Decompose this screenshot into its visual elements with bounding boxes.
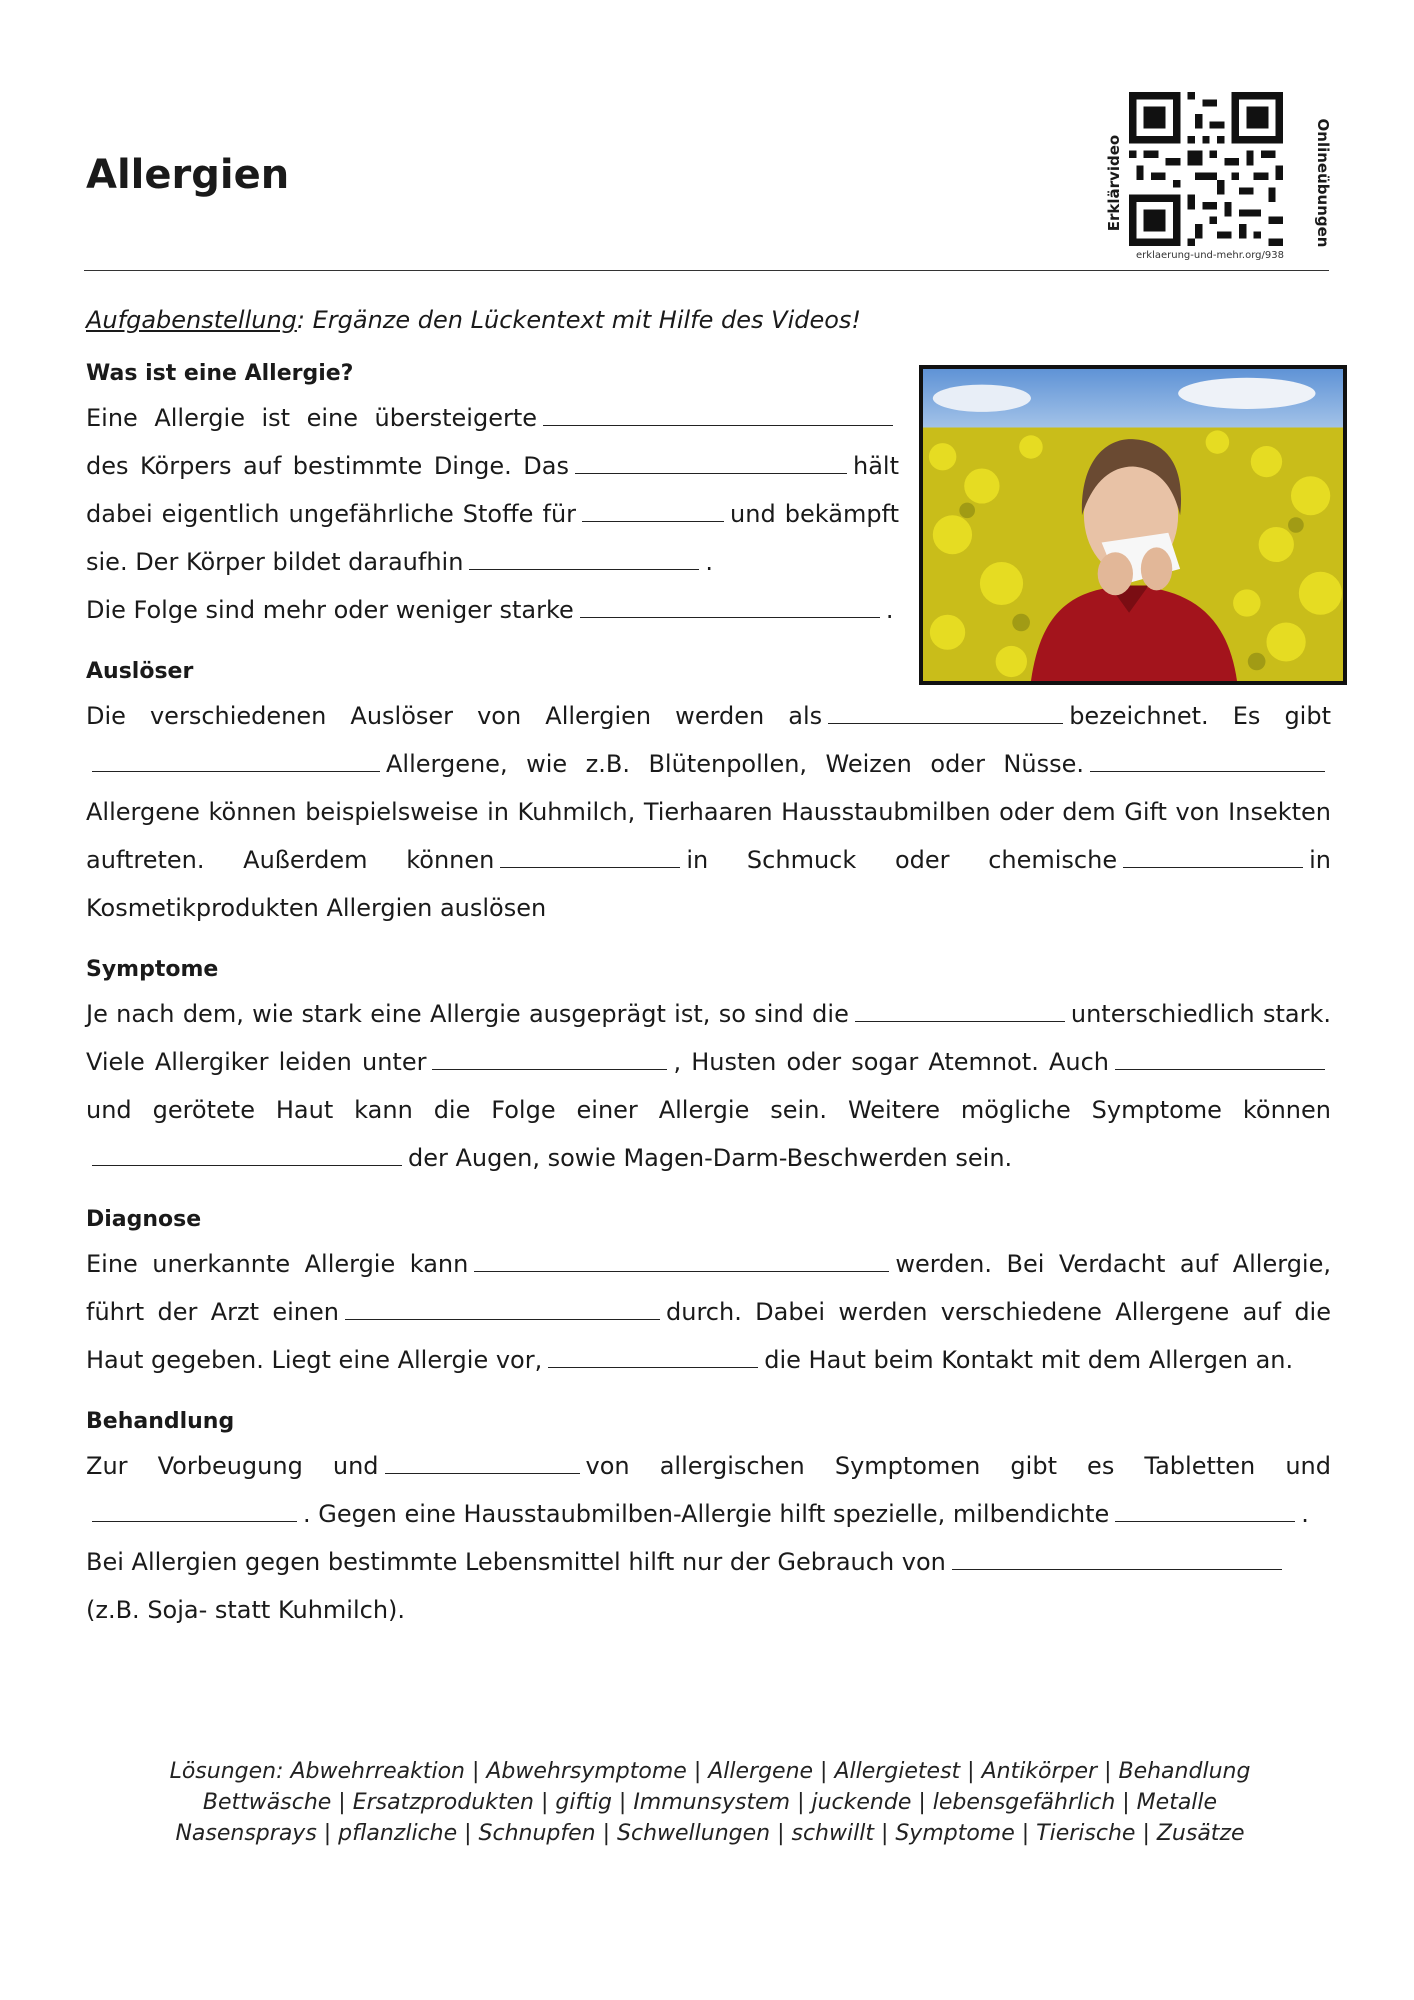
- qr-right-label: Onlineübungen: [1314, 118, 1332, 248]
- blank-field[interactable]: [548, 1345, 758, 1368]
- solutions-line: Nasensprays | pflanzliche | Schnupfen | Schwellungen | schwillt | Symptome | Tierische | Zusätze: [175, 1821, 1245, 1846]
- blank-field[interactable]: [855, 999, 1065, 1022]
- solutions-box: [110, 1756, 1310, 1849]
- blank-field[interactable]: [828, 701, 1063, 724]
- text-segment: Allergene, wie z.B. Blütenpollen, Weizen oder Nüsse.: [386, 750, 1084, 778]
- worksheet-body: [86, 300, 1331, 1652]
- text-segment: die Haut beim Kontakt mit dem Allergen an.: [764, 1346, 1294, 1374]
- blank-field[interactable]: [474, 1249, 889, 1272]
- section-text: [86, 394, 899, 634]
- section-text: [86, 990, 1331, 1182]
- section-heading: Behandlung: [86, 1409, 235, 1434]
- section-heading: Auslöser: [86, 659, 194, 684]
- blank-field[interactable]: [345, 1297, 660, 1320]
- text-segment: Allergene können beispielsweise in Kuhmilch, Tierhaaren Hausstaubmilben oder dem Gift von Insekten auftreten. Außerdem können: [86, 798, 1331, 874]
- blank-field[interactable]: [500, 845, 680, 868]
- qr-url[interactable]: erklaerung-und-mehr.org/938: [1136, 250, 1284, 261]
- blank-field[interactable]: [92, 1499, 297, 1522]
- blank-field[interactable]: [1090, 749, 1325, 772]
- text-segment: (z.B. Soja- statt Kuhmilch).: [86, 1596, 406, 1624]
- text-segment: von allergischen Symptomen gibt es Tabletten und: [585, 1452, 1331, 1480]
- text-segment: Eine unerkannte Allergie kann: [86, 1250, 469, 1278]
- solutions-line: Lösungen: Abwehrreaktion | Abwehrsymptome | Allergene | Allergietest | Antikörper | Behandlung: [169, 1759, 1251, 1784]
- header-divider: [84, 270, 1329, 271]
- blank-field[interactable]: [92, 1143, 402, 1166]
- task-text: : Ergänze den Lückentext mit Hilfe des Videos!: [296, 306, 862, 334]
- text-segment: Bei Allergien gegen bestimmte Lebensmittel hilft nur der Gebrauch von: [86, 1548, 946, 1576]
- text-segment: in Schmuck oder chemische: [686, 846, 1118, 874]
- section-heading: Was ist eine Allergie?: [86, 361, 354, 386]
- text-segment: Je nach dem, wie stark eine Allergie ausgeprägt ist, so sind die: [86, 1000, 849, 1028]
- text-segment: durch. Dabei werden verschiedene Allergene auf die Haut gegeben. Liegt eine Allergie vor,: [86, 1298, 1331, 1374]
- section-allergie: [86, 354, 899, 634]
- task-label: Aufgabenstellung: [86, 306, 297, 334]
- blank-field[interactable]: [385, 1451, 580, 1474]
- text-segment: in Kosmetikprodukten Allergien auslösen: [86, 846, 1331, 922]
- blank-field[interactable]: [582, 499, 724, 522]
- blank-field[interactable]: [469, 547, 699, 570]
- text-segment: unterschiedlich stark. Viele Allergiker leiden unter: [86, 1000, 1331, 1076]
- text-segment: und gerötete Haut kann die Folge einer Allergie sein. Weitere mögliche Symptome können: [86, 1096, 1331, 1124]
- text-segment: bezeichnet. Es gibt: [1069, 702, 1331, 730]
- blank-field[interactable]: [1123, 845, 1303, 868]
- qr-block[interactable]: [1085, 92, 1330, 268]
- text-segment: . Gegen eine Hausstaubmilben-Allergie hilft spezielle, milbendichte: [303, 1500, 1110, 1528]
- blank-field[interactable]: [543, 403, 893, 426]
- blank-field[interactable]: [432, 1047, 667, 1070]
- blank-field[interactable]: [952, 1547, 1282, 1570]
- section-text: [86, 1240, 1331, 1384]
- blank-field[interactable]: [92, 749, 380, 772]
- text-segment: Eine Allergie ist eine übersteigerte: [86, 404, 537, 432]
- text-segment: hält dabei eigentlich ungefährliche Stoffe für: [86, 452, 899, 528]
- text-segment: Die verschiedenen Auslöser von Allergien werden als: [86, 702, 823, 730]
- text-segment: Zur Vorbeugung und: [86, 1452, 379, 1480]
- text-segment: .: [1301, 1500, 1309, 1528]
- blank-field[interactable]: [1115, 1047, 1325, 1070]
- qr-left-label: Erklärvideo: [1105, 134, 1123, 232]
- text-segment: .: [705, 548, 714, 576]
- text-segment: Die Folge sind mehr oder weniger starke: [86, 596, 574, 624]
- section-heading: Diagnose: [86, 1207, 202, 1232]
- blank-field[interactable]: [580, 595, 880, 618]
- text-segment: der Augen, sowie Magen-Darm-Beschwerden sein.: [408, 1144, 1013, 1172]
- section-heading: Symptome: [86, 957, 219, 982]
- text-segment: .: [885, 596, 894, 624]
- section-behandlung: [86, 1402, 1331, 1634]
- section-diagnose: [86, 1200, 1331, 1384]
- section-text: [86, 1442, 1331, 1634]
- text-segment: und bekämpft sie. Der Körper bildet daraufhin: [86, 500, 899, 576]
- section-symptome: [86, 950, 1331, 1182]
- section-text: [86, 692, 1331, 932]
- text-segment: , Husten oder sogar Atemnot. Auch: [673, 1048, 1109, 1076]
- blank-field[interactable]: [575, 451, 847, 474]
- page-title: Allergien: [86, 152, 290, 198]
- blank-field[interactable]: [1115, 1499, 1295, 1522]
- task-instruction: [86, 300, 1331, 340]
- section-ausloeser: [86, 652, 1331, 932]
- text-segment: werden. Bei Verdacht auf Allergie, führt der Arzt einen: [86, 1250, 1331, 1326]
- text-segment: des Körpers auf bestimmte Dinge. Das: [86, 452, 569, 480]
- qr-code-icon[interactable]: [1129, 92, 1283, 246]
- solutions-line: Bettwäsche | Ersatzprodukten | giftig | Immunsystem | juckende | lebensgefährlich | Metalle: [202, 1790, 1218, 1815]
